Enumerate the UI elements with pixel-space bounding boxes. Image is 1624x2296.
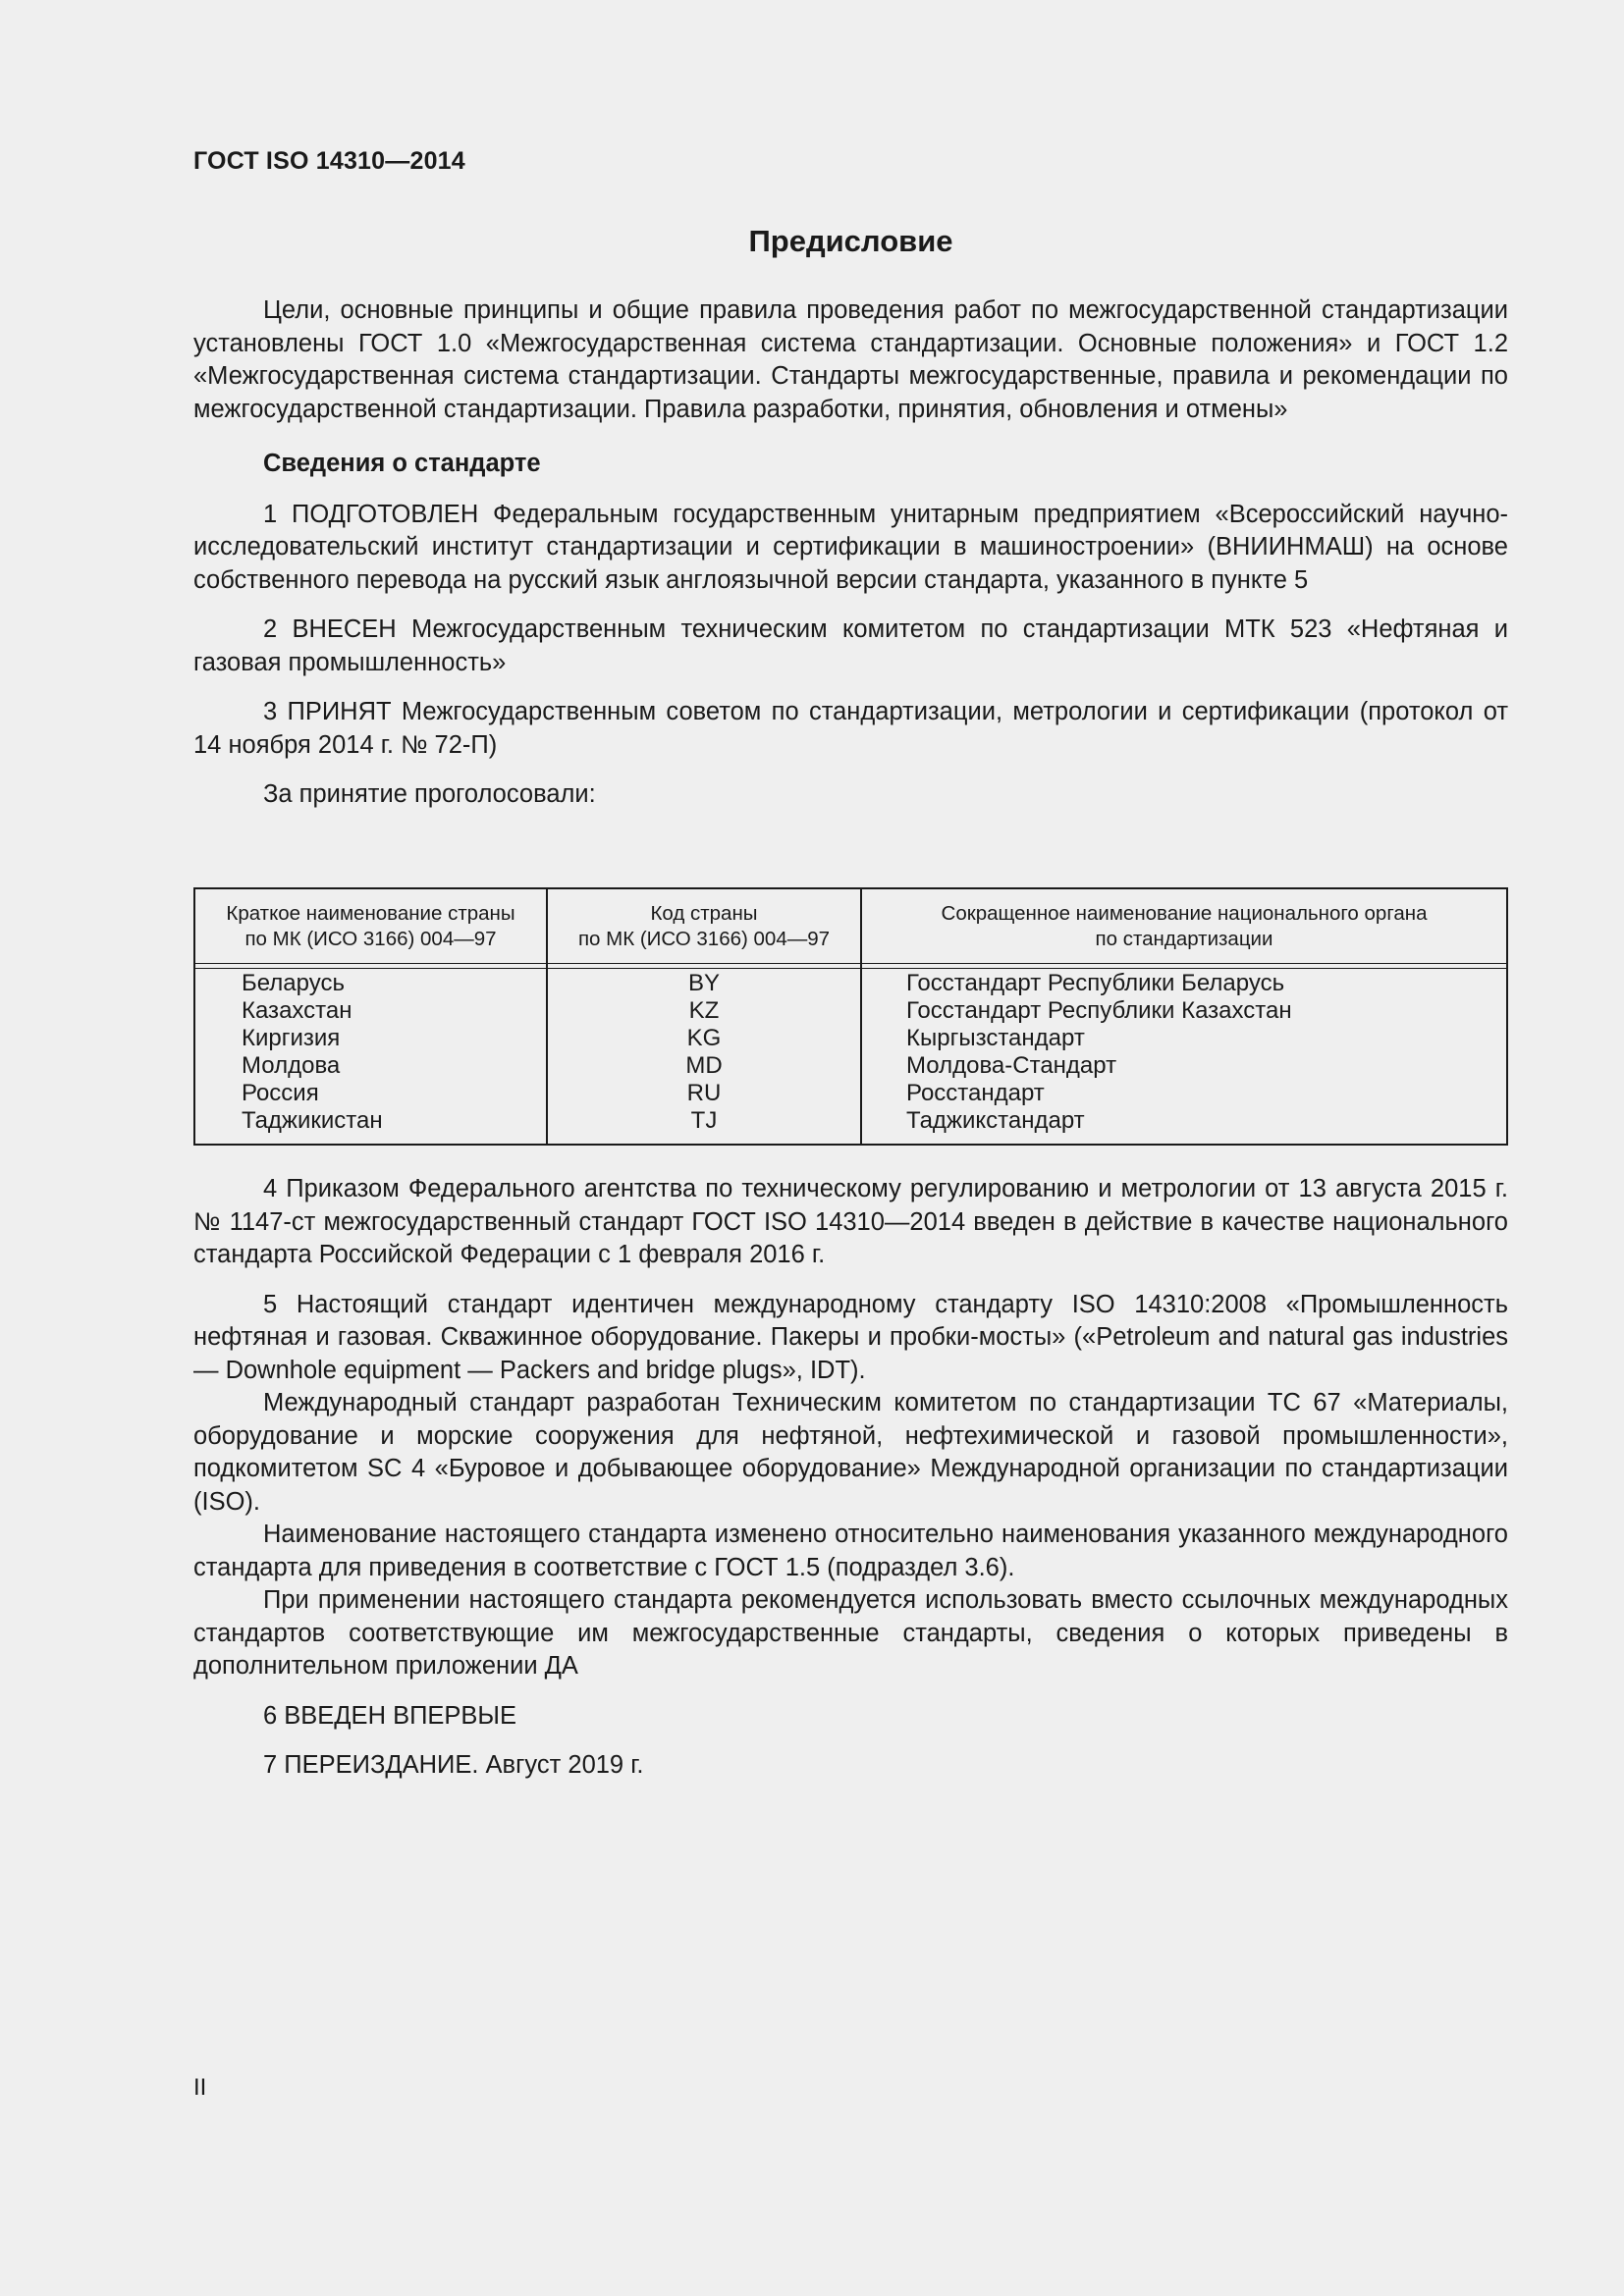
voting-table [193, 887, 1508, 1146]
page-title: Предисловие [748, 224, 953, 258]
item-5-paragraph-3: Наименование настоящего стандарта изменено относительно наименования указанного международного стандарта для приведения в соответствие с ГОСТ 1.5 (подраздел 3.6). [193, 1521, 1508, 1581]
table-cell: Молдова [242, 1052, 341, 1079]
page-number: II [193, 2074, 207, 2101]
foreword-block-top [193, 294, 1508, 812]
table-cell: Молдова-Стандарт [906, 1052, 1117, 1079]
table-header-body: Сокращенное наименование национального органа по стандартизации [941, 902, 1428, 950]
document-header: ГОСТ ISO 14310—2014 [193, 147, 465, 175]
table-cell: TJ [690, 1107, 718, 1134]
table-cell: Кыргызстандарт [906, 1025, 1085, 1051]
table-header-separator [195, 963, 1506, 969]
table-cell: Киргизия [242, 1025, 341, 1051]
table-cell: Казахстан [242, 997, 352, 1024]
table-column-country [242, 970, 536, 1135]
item-5-paragraph-4: При применении настоящего стандарта рекомендуется использовать вместо ссылочных международных стандартов соответствующие им межгосударственные стандарты, сведения о которых приведены в дополнительном приложении ДА [193, 1586, 1508, 1680]
table-cell: Беларусь [242, 970, 345, 996]
item-4-paragraph: 4 Приказом Федерального агентства по техническому регулированию и метрологии от 13 августа 2015 г. № 1147-ст межгосударственный стандарт ГОСТ ISO 14310—2014 введен в действие в качестве национального стандарта Российской Федерации с 1 февраля 2016 г. [193, 1175, 1508, 1268]
item-2-paragraph: 2 ВНЕСЕН Межгосударственным техническим комитетом по стандартизации МТК 523 «Нефтяная и газовая промышленность» [193, 615, 1508, 676]
table-cell: KG [686, 1025, 722, 1051]
item-3-paragraph: 3 ПРИНЯТ Межгосударственным советом по стандартизации, метрологии и сертификации (протокол от 14 ноября 2014 г. № 72-П) [193, 698, 1508, 759]
section-heading: Сведения о стандарте [263, 450, 541, 477]
table-cell: BY [687, 970, 720, 996]
item-7-paragraph: 7 ПЕРЕИЗДАНИЕ. Август 2019 г. [263, 1751, 644, 1779]
foreword-block-bottom [193, 1173, 1508, 1783]
item-5-paragraph: 5 Настоящий стандарт идентичен международному стандарту ISO 14310:2008 «Промышленность нефтяная и газовая. Скважинное оборудование. Пакеры и пробки-мосты» («Petroleum and natural gas industries — Downhole equipment — Packers and bridge plugs», IDT). [193, 1290, 1508, 1384]
table-cell: Росстандарт [906, 1080, 1045, 1106]
item-6-paragraph: 6 ВВЕДЕН ВПЕРВЫЕ [263, 1701, 517, 1730]
item-1-paragraph: 1 ПОДГОТОВЛЕН Федеральным государственным унитарным предприятием «Всероссийский научно-исследовательский институт стандартизации и сертификации в машиностроении» (ВНИИНМАШ) на основе собственного перевода на русский язык англоязычной версии стандарта, указанного в пункте 5 [193, 500, 1508, 594]
table-header-country: Краткое наименование страны по МК (ИСО 3166) 004—97 [226, 902, 515, 950]
table-cell: Россия [242, 1080, 319, 1106]
table-cell: KZ [688, 997, 720, 1024]
table-header-code: Код страны по МК (ИСО 3166) 004—97 [577, 902, 831, 950]
item-5-paragraph-2: Международный стандарт разработан Техническим комитетом по стандартизации ТС 67 «Материалы, оборудование и морские сооружения для нефтяной, нефтехимической и газовой промышленности», подкомитетом SC 4 «Буровое и добывающее оборудование» Международной организации по стандартизации (ISO). [193, 1389, 1508, 1516]
table-cell: Таджикстандарт [906, 1107, 1085, 1134]
voted-label: За принятие проголосовали: [263, 780, 596, 808]
table-column-code [548, 970, 860, 1135]
table-cell: RU [686, 1080, 722, 1106]
table-cell: Госстандарт Республики Беларусь [906, 970, 1285, 996]
table-cell: Госстандарт Республики Казахстан [906, 997, 1292, 1024]
table-cell: Таджикистан [242, 1107, 383, 1134]
intro-paragraph: Цели, основные принципы и общие правила проведения работ по межгосударственной стандартизации установлены ГОСТ 1.0 «Межгосударственная система стандартизации. Основные положения» и ГОСТ 1.2 «Межгосударственная система стандартизации. Стандарты межгосударственные, правила и рекомендации по межгосударственной стандартизации. Правила разработки, принятия, обновления и отмены» [193, 296, 1508, 423]
table-cell: MD [685, 1052, 723, 1079]
table-column-body [906, 970, 1495, 1135]
